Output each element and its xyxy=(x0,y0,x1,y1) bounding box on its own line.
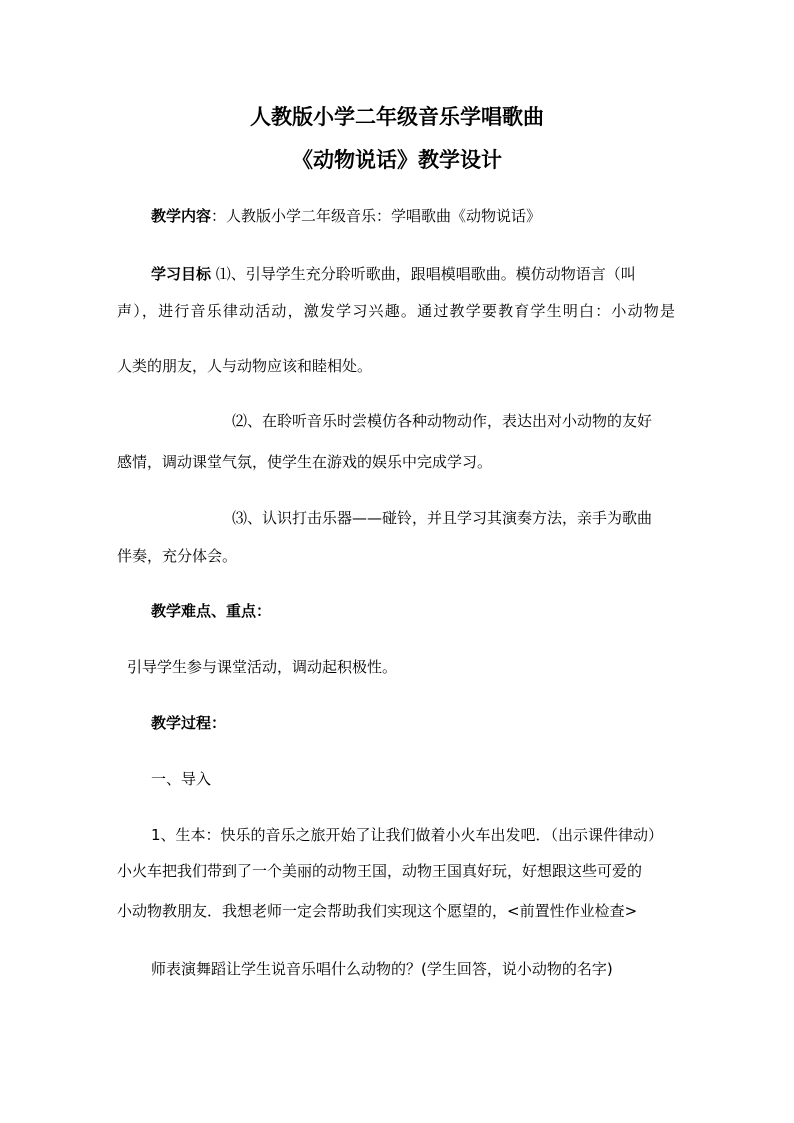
learning-goal-1-line-3: 人类的朋友，人与动物应该和睦相处。 xyxy=(117,357,373,375)
learning-goal-2-line-2: 感情，调动课堂气氛，使学生在游戏的娱乐中完成学习。 xyxy=(117,453,493,471)
learning-goal-1-line-1 xyxy=(151,263,636,285)
teaching-content-text: ：人教版小学二年级音乐：学唱歌曲《动物说话》 xyxy=(211,207,542,225)
teaching-content-label: 教学内容 xyxy=(151,207,212,225)
paragraph-1-line-3: 小动物教朋友．我想老师一定会帮助我们实现这个愿望的，<前置性作业检查> xyxy=(117,902,638,920)
paragraph-1-line-1: 1、生本：快乐的音乐之旅开始了让我们做着小火车出发吧．（出示课件律动） xyxy=(151,826,664,844)
learning-goal-3-line-1: ⑶、认识打击乐器——碰铃，并且学习其演奏方法，亲手为歌曲 xyxy=(232,509,653,527)
learning-goal-1-line-2: 声），进行音乐律动活动，激发学习兴趣。通过教学要教育学生明白：小动物是 xyxy=(117,302,675,320)
difficulty-text: 引导学生参与课堂活动，调动起积极性。 xyxy=(127,658,398,676)
learning-goal-2-line-1: ⑵、在聆听音乐时尝模仿各种动物动作，表达出对小动物的友好 xyxy=(232,412,653,430)
difficulty-heading: 教学难点、重点： xyxy=(151,602,272,620)
paragraph-1-line-2: 小火车把我们带到了一个美丽的动物王国，动物王国真好玩，好想跟这些可爱的 xyxy=(117,862,643,880)
learning-goal-1-text: ⑴、引导学生充分聆听歌曲，跟唱模唱歌曲。模仿动物语言（叫 xyxy=(215,265,636,283)
learning-goals-label: 学习目标 xyxy=(151,265,212,283)
document-title-line-1: 人教版小学二年级音乐学唱歌曲 xyxy=(250,104,544,129)
teaching-content-paragraph xyxy=(151,205,541,227)
process-heading: 教学过程： xyxy=(151,714,227,732)
section-1-heading: 一、导入 xyxy=(151,770,212,788)
paragraph-2-line-1: 师表演舞蹈让学生说音乐唱什么动物的？(学生回答，说小动物的名字) xyxy=(151,960,613,978)
document-title-line-2: 《动物说话》教学设计 xyxy=(292,147,502,172)
learning-goal-3-line-2: 伴奏，充分体会。 xyxy=(117,547,238,565)
